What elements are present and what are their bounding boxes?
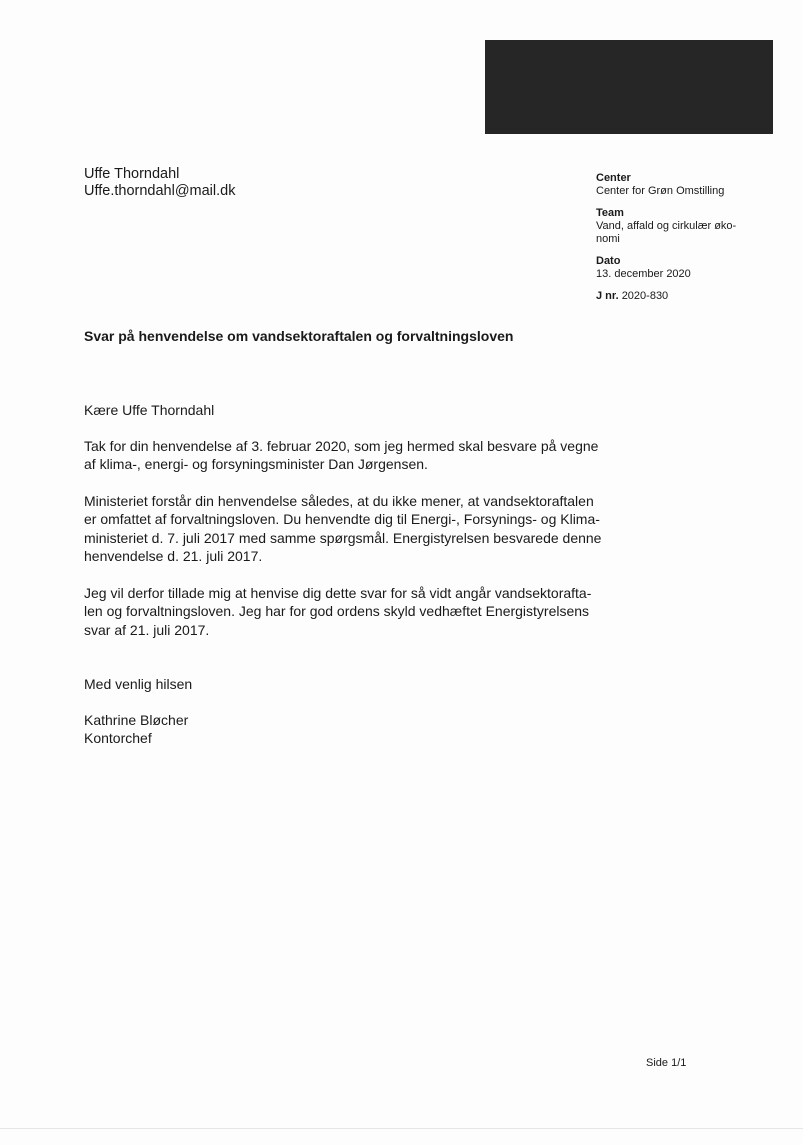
- letter-body: [84, 401, 602, 748]
- meta-jnr-label: J nr.: [596, 290, 619, 302]
- metadata-sidebar: [596, 172, 756, 312]
- paragraph-1: [84, 437, 599, 474]
- signer-name: Kathrine Bløcher: [84, 711, 189, 728]
- signer-title: Kontorchef: [84, 730, 152, 746]
- letter-subject: Svar på henvendelse om vandsektoraftalen og forvaltningsloven: [84, 328, 514, 344]
- paragraph-3-line: Jeg vil derfor tillade mig at henvise dig dette svar for så vidt angår vandsektorafta-: [84, 584, 592, 601]
- meta-date-value: 13. december 2020: [596, 268, 691, 280]
- meta-jnr-value: 2020-830: [621, 290, 669, 302]
- meta-center: [596, 172, 756, 198]
- signature-block: [84, 711, 584, 748]
- meta-team-label: Team: [596, 207, 624, 219]
- paragraph-3-line: svar af 21. juli 2017.: [84, 621, 210, 638]
- paragraph-2-line: Ministeriet forstår din henvendelse således, at du ikke mener, at vandsektoraftalen: [84, 492, 594, 509]
- paragraph-1-line: Tak for din henvendelse af 3. februar 2020, som jeg hermed skal besvare på vegne: [84, 437, 599, 454]
- page-indicator: Side 1/1: [646, 1057, 687, 1069]
- closing-greeting: Med venlig hilsen: [84, 676, 193, 692]
- salutation: Kære Uffe Thorndahl: [84, 402, 215, 418]
- scan-edge-divider: [0, 1128, 803, 1129]
- paragraph-3-line: len og forvaltningsloven. Jeg har for god ordens skyld vedhæftet Energistyrelsens: [84, 603, 590, 619]
- meta-team: [596, 207, 756, 246]
- meta-date-label: Dato: [596, 255, 621, 267]
- meta-center-value: Center for Grøn Omstilling: [596, 185, 725, 197]
- paragraph-1-line: af klima-, energi- og forsyningsminister Dan Jørgensen.: [84, 456, 428, 472]
- redacted-logo-block: [485, 40, 773, 134]
- recipient-email: Uffe.thorndahl@mail.dk: [84, 183, 236, 199]
- paragraph-2-line: er omfattet af forvaltningsloven. Du henvendte dig til Energi-, Forsynings- og Klima-: [84, 511, 600, 527]
- recipient-block: [84, 166, 235, 200]
- meta-team-value-line2: nomi: [596, 233, 620, 245]
- recipient-name: Uffe Thorndahl: [84, 166, 180, 182]
- meta-team-value-line1: Vand, affald og cirkulær øko-: [596, 220, 737, 232]
- paragraph-2-line: ministeriet d. 7. juli 2017 med samme spørgsmål. Energistyrelsen besvarede denne: [84, 529, 602, 546]
- meta-center-label: Center: [596, 172, 631, 184]
- paragraph-2-line: henvendelse d. 21. juli 2017.: [84, 548, 263, 564]
- meta-jnr: [596, 290, 756, 303]
- paragraph-3: [84, 584, 592, 640]
- paragraph-2: [84, 492, 602, 566]
- meta-date: [596, 255, 756, 281]
